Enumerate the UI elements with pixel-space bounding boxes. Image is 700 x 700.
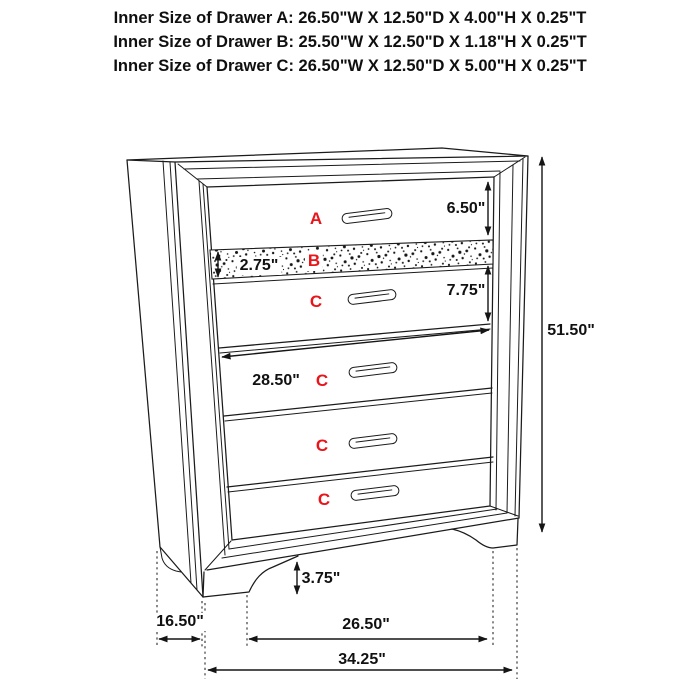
drawer-label-c4: C [317,490,331,509]
spec-line-drawer-c: Inner Size of Drawer C: 26.50"W X 12.50"D X 5.00"H X 0.25"T [113,57,587,75]
dim-label-overall-width: 34.25" [338,651,386,668]
drawer-label-c1: C [309,292,323,311]
dim-label-foot-height: 3.75" [301,570,341,587]
dim-label-overall-height: 51.50" [547,322,595,339]
dim-label-width-between-legs: 26.50" [342,616,390,633]
dim-label-drawer-a-height: 6.50" [446,200,486,217]
drawer-label-b: B [305,251,323,271]
spec-line-drawer-a: Inner Size of Drawer A: 26.50"W X 12.50"D X 4.00"H X 0.25"T [113,9,587,27]
drawer-label-c3: C [315,436,329,455]
drawer-label-c2: C [315,371,329,390]
dim-label-drawer-b-height: 2.75" [237,257,282,275]
dim-label-drawer-c-height: 7.75" [446,282,486,299]
drawer-label-a: A [309,209,323,228]
dim-label-drawer-width: 28.50" [249,372,303,390]
dim-label-depth: 16.50" [153,613,207,631]
spec-line-drawer-b: Inner Size of Drawer B: 25.50"W X 12.50"D X 1.18"H X 0.25"T [113,33,587,51]
